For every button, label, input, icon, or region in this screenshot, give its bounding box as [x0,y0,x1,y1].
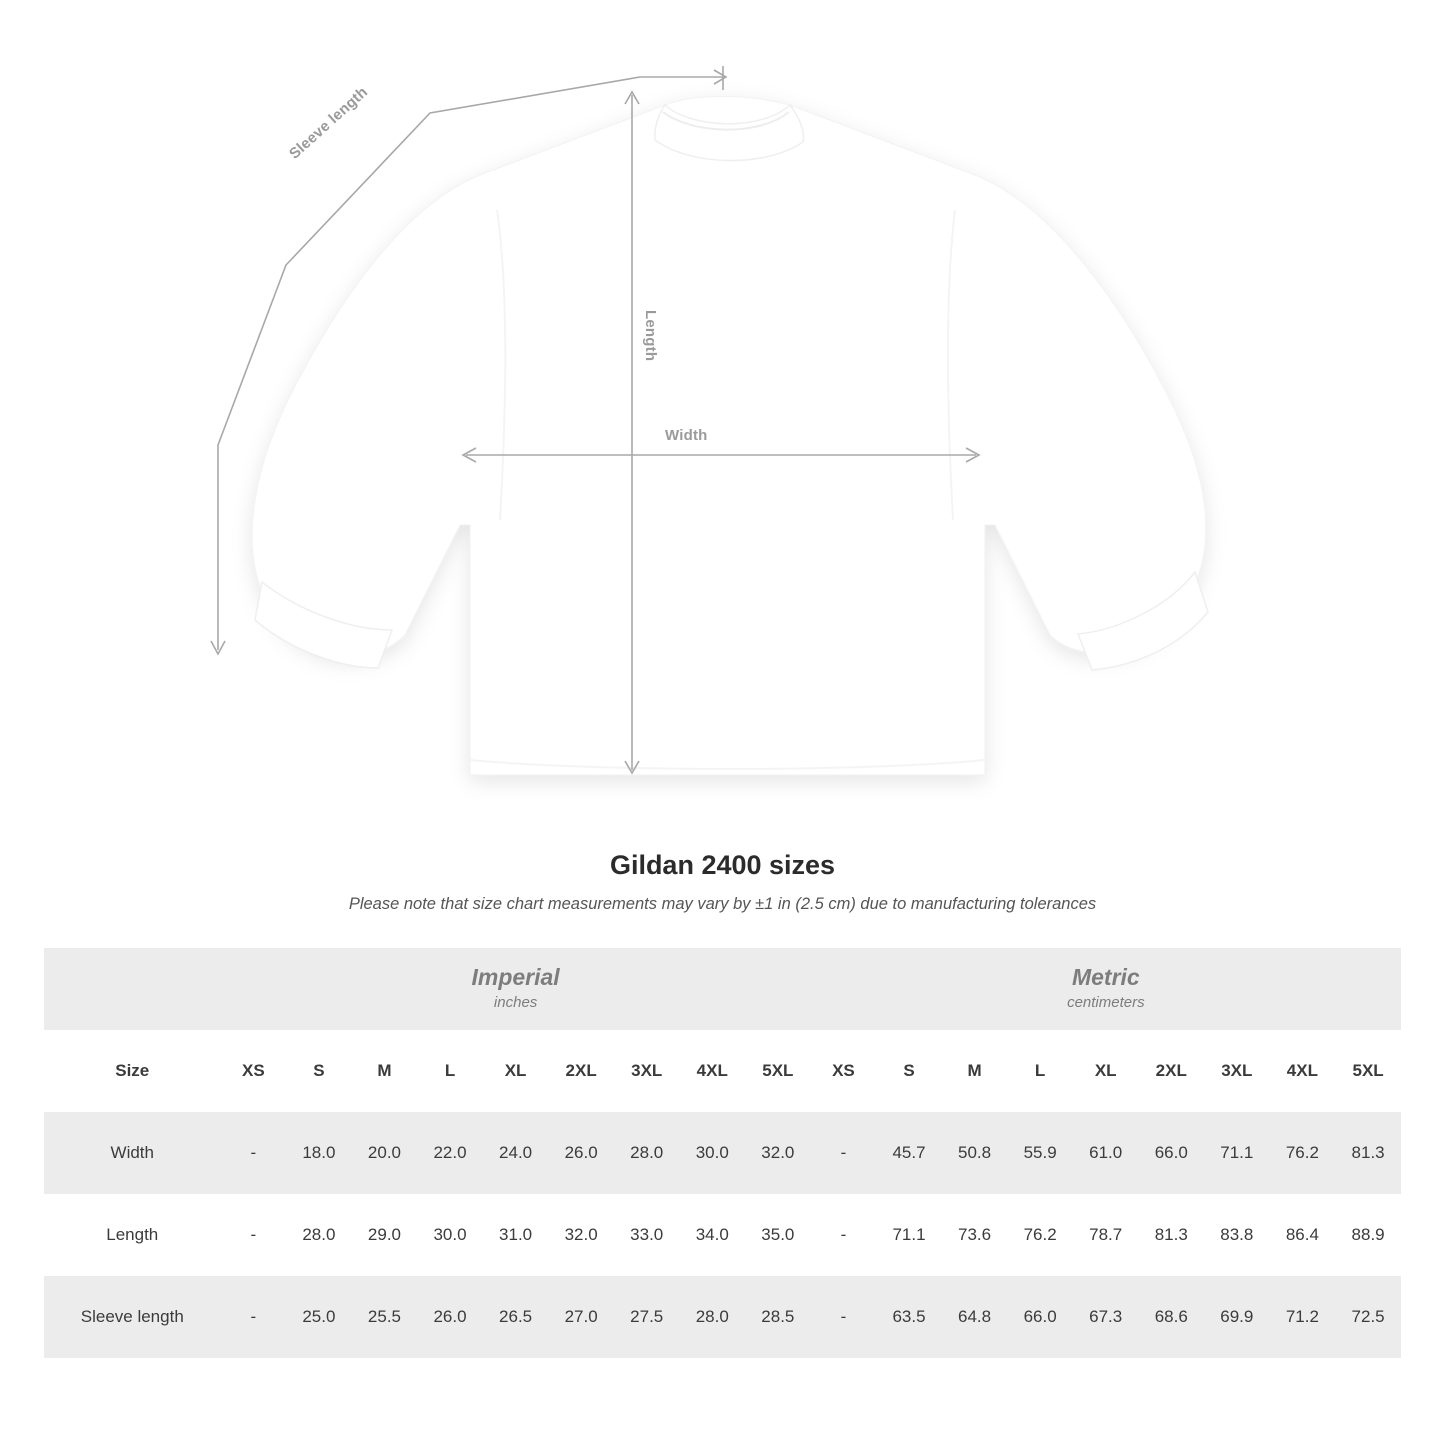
cell-width-imp-l: 22.0 [417,1112,483,1194]
cell-sleeve-imp-3xl: 27.5 [614,1276,680,1358]
sleeve-length-label: Sleeve length [286,83,372,163]
cell-length-imp-4xl: 34.0 [679,1194,745,1276]
cell-sleeve-imp-4xl: 28.0 [679,1276,745,1358]
cell-width-met-xs: - [811,1112,877,1194]
row-label-length: Length [44,1194,221,1276]
col-header-metric-5xl: 5XL [1335,1030,1401,1112]
col-header-imperial-2xl: 2XL [548,1030,614,1112]
cell-width-imp-xs: - [221,1112,287,1194]
cell-width-met-4xl: 76.2 [1270,1112,1336,1194]
cell-length-imp-3xl: 33.0 [614,1194,680,1276]
cell-length-met-l: 76.2 [1007,1194,1073,1276]
col-header-metric-m: M [942,1030,1008,1112]
col-header-imperial-xl: XL [483,1030,549,1112]
cell-length-met-2xl: 81.3 [1138,1194,1204,1276]
col-header-metric-xl: XL [1073,1030,1139,1112]
cell-length-met-5xl: 88.9 [1335,1194,1401,1276]
cell-width-imp-xl: 24.0 [483,1112,549,1194]
cell-sleeve-met-xl: 67.3 [1073,1276,1139,1358]
unit-header-row [44,948,1401,1030]
cell-width-imp-3xl: 28.0 [614,1112,680,1194]
cell-sleeve-imp-xl: 26.5 [483,1276,549,1358]
size-header-label: Size [44,1030,221,1112]
cell-length-met-m: 73.6 [942,1194,1008,1276]
cell-sleeve-imp-m: 25.5 [352,1276,418,1358]
cell-sleeve-imp-s: 25.0 [286,1276,352,1358]
cell-sleeve-met-2xl: 68.6 [1138,1276,1204,1358]
col-header-imperial-m: M [352,1030,418,1112]
cell-length-imp-2xl: 32.0 [548,1194,614,1276]
size-table [44,948,1401,1358]
cell-sleeve-imp-5xl: 28.5 [745,1276,811,1358]
cell-sleeve-met-s: 63.5 [876,1276,942,1358]
cell-width-met-l: 55.9 [1007,1112,1073,1194]
cell-sleeve-imp-2xl: 27.0 [548,1276,614,1358]
col-header-imperial-3xl: 3XL [614,1030,680,1112]
col-header-metric-s: S [876,1030,942,1112]
width-label: Width [665,427,708,444]
cell-sleeve-imp-xs: - [221,1276,287,1358]
cell-width-imp-4xl: 30.0 [679,1112,745,1194]
cell-width-met-xl: 61.0 [1073,1112,1139,1194]
col-header-metric-l: L [1007,1030,1073,1112]
tolerance-note: Please note that size chart measurements may vary by ±1 in (2.5 cm) due to manufacturing tolerances [348,895,1097,913]
cell-width-imp-s: 18.0 [286,1112,352,1194]
metric-sub: centimeters [1067,994,1145,1012]
cell-width-imp-m: 20.0 [352,1112,418,1194]
shirt-silhouette [252,96,1206,775]
cell-width-met-m: 50.8 [942,1112,1008,1194]
size-table-wrapper [44,948,1401,1358]
col-header-imperial-5xl: 5XL [745,1030,811,1112]
cell-length-imp-m: 29.0 [352,1194,418,1276]
col-header-metric-3xl: 3XL [1204,1030,1270,1112]
cell-length-met-xs: - [811,1194,877,1276]
cell-width-met-2xl: 66.0 [1138,1112,1204,1194]
cell-length-imp-l: 30.0 [417,1194,483,1276]
cell-sleeve-met-3xl: 69.9 [1204,1276,1270,1358]
cell-length-imp-s: 28.0 [286,1194,352,1276]
title-block [0,850,1445,914]
col-header-metric-2xl: 2XL [1138,1030,1204,1112]
cell-length-imp-xs: - [221,1194,287,1276]
cell-width-imp-2xl: 26.0 [548,1112,614,1194]
cell-length-met-4xl: 86.4 [1270,1194,1336,1276]
row-label-width: Width [44,1112,221,1194]
unit-header-metric [811,948,1401,1030]
size-header-row [44,1030,1401,1112]
cell-width-imp-5xl: 32.0 [745,1112,811,1194]
length-label: Length [642,310,659,362]
cell-length-met-3xl: 83.8 [1204,1194,1270,1276]
metric-name: Metric [1071,964,1140,991]
table-row [44,1194,1401,1276]
col-header-imperial-4xl: 4XL [679,1030,745,1112]
col-header-imperial-s: S [286,1030,352,1112]
col-header-imperial-l: L [417,1030,483,1112]
unit-header-imperial [221,948,811,1030]
col-header-metric-4xl: 4XL [1270,1030,1336,1112]
cell-sleeve-met-5xl: 72.5 [1335,1276,1401,1358]
row-label-sleeve-length: Sleeve length [44,1276,221,1358]
cell-length-imp-5xl: 35.0 [745,1194,811,1276]
cell-sleeve-imp-l: 26.0 [417,1276,483,1358]
cell-length-met-xl: 78.7 [1073,1194,1139,1276]
cell-sleeve-met-m: 64.8 [942,1276,1008,1358]
cell-length-imp-xl: 31.0 [483,1194,549,1276]
col-header-imperial-xs: XS [221,1030,287,1112]
cell-width-met-s: 45.7 [876,1112,942,1194]
unit-header-blank [44,948,221,1030]
cell-sleeve-met-l: 66.0 [1007,1276,1073,1358]
cell-width-met-3xl: 71.1 [1204,1112,1270,1194]
cell-sleeve-met-4xl: 71.2 [1270,1276,1336,1358]
cell-sleeve-met-xs: - [811,1276,877,1358]
page-title: Gildan 2400 sizes [609,850,836,880]
imperial-sub: inches [493,994,538,1012]
col-header-metric-xs: XS [811,1030,877,1112]
imperial-name: Imperial [471,964,560,991]
table-row [44,1112,1401,1194]
table-row [44,1276,1401,1358]
cell-width-met-5xl: 81.3 [1335,1112,1401,1194]
cell-length-met-s: 71.1 [876,1194,942,1276]
